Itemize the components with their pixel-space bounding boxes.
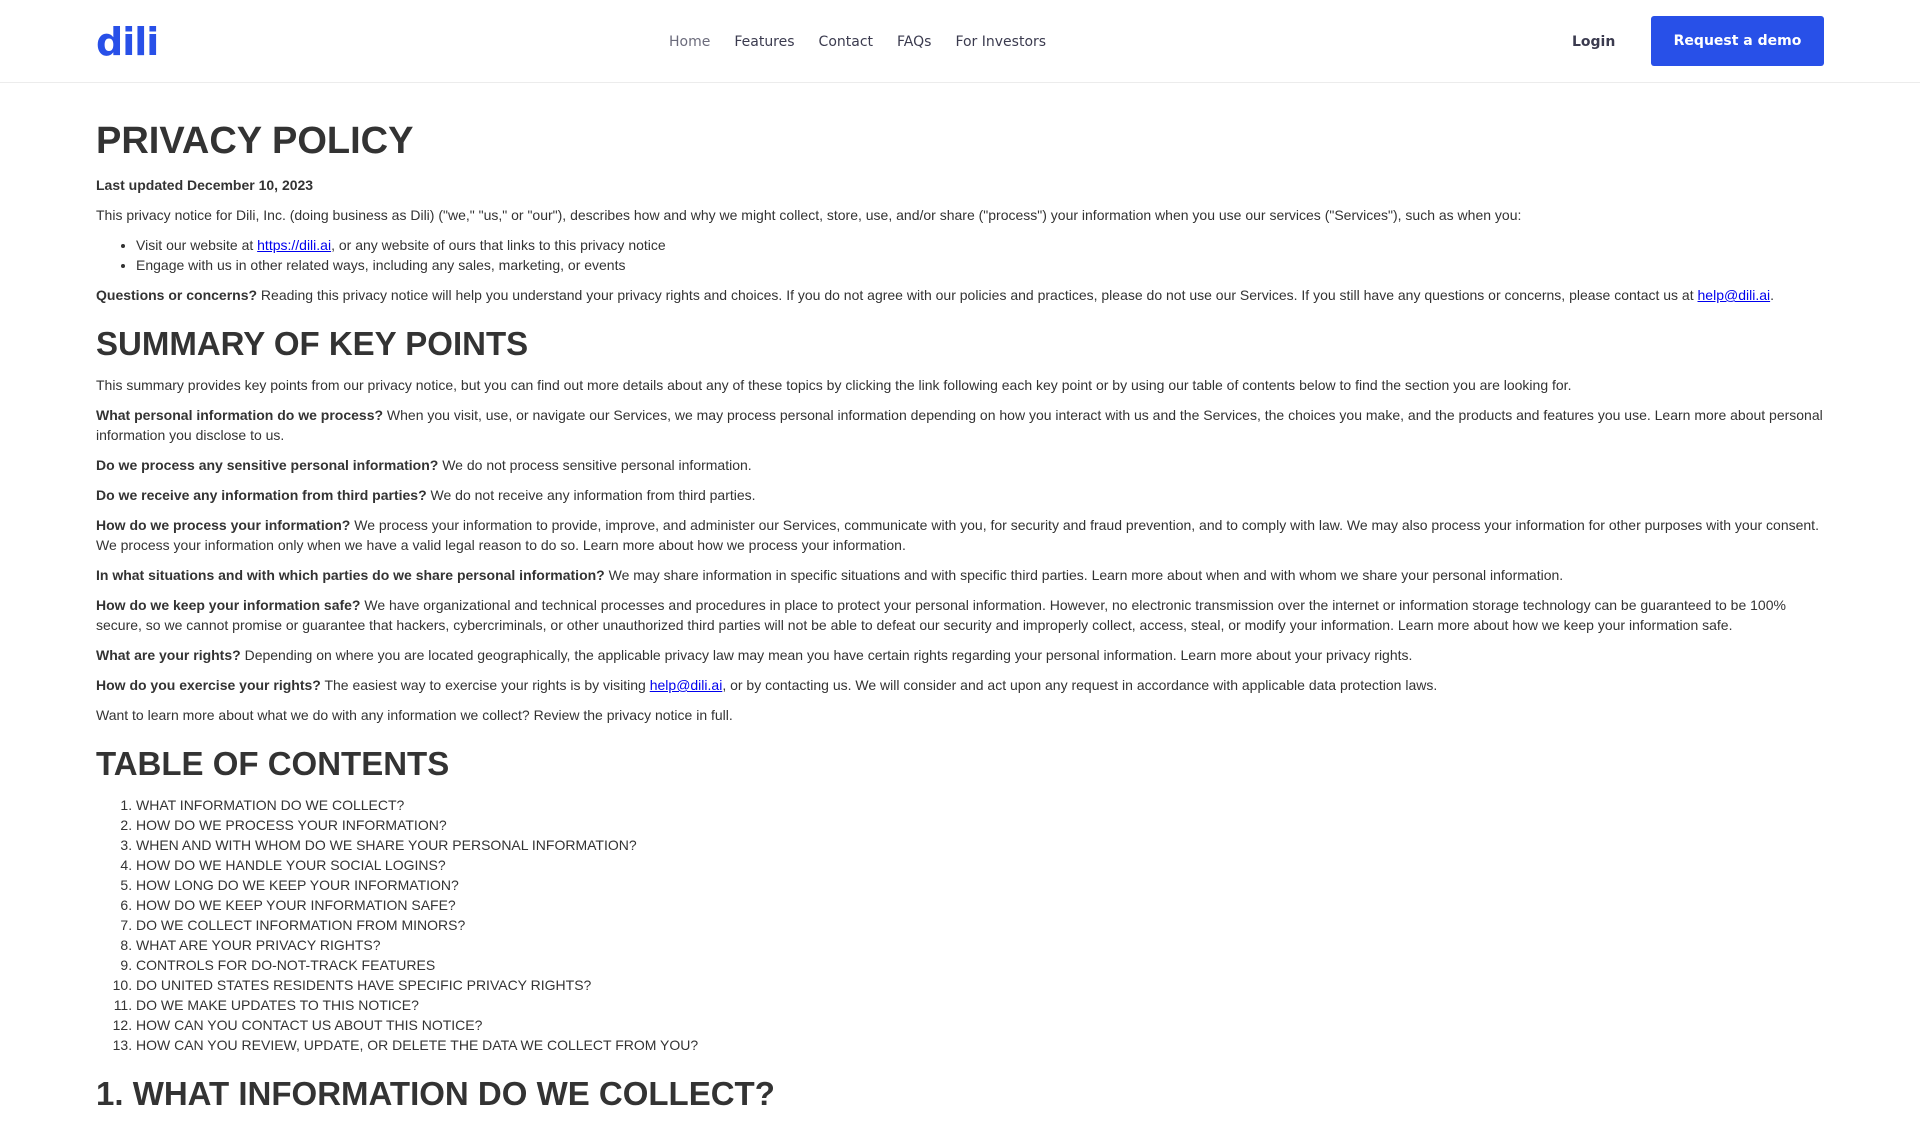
key-point: What personal information do we process? When you visit, use, or navigate our Services, we may process personal information depending on how you interact with us and the Services, the choices you make, and the products and features you use. Learn more about personal information you disclose to us.: [96, 407, 1823, 443]
key-point: Do we receive any information from third parties? We do not receive any information from third parties.: [96, 487, 756, 503]
toc-item[interactable]: 5. HOW LONG DO WE KEEP YOUR INFORMATION?: [136, 875, 1824, 895]
key-point: How do we keep your information safe? We have organizational and technical processes and procedures in place to protect your personal information. However, no electronic transmission over the internet or information storage technology can be guaranteed to be 100% secure, so we cannot promise or guarantee that hackers, cybercriminals, or other unauthorized third parties will not be able to defeat our security and improperly collect, access, steal, or modify your information. Learn more about how we keep your information safe.: [96, 597, 1786, 633]
questions-paragraph: Questions or concerns? Reading this privacy notice will help you understand your privacy rights and choices. If you do not agree with our policies and practices, please do not use our Services. If you still have any questions or concerns, please contact us at help@dili.ai.: [96, 287, 1774, 303]
request-demo-button[interactable]: Request a demo: [1651, 16, 1824, 66]
toc-item[interactable]: 2. HOW DO WE PROCESS YOUR INFORMATION?: [136, 815, 1824, 835]
toc-item[interactable]: 3. WHEN AND WITH WHOM DO WE SHARE YOUR PERSONAL INFORMATION?: [136, 835, 1824, 855]
list-item: • Visit our website at https://dili.ai, or any website of ours that links to this privacy notice: [136, 235, 1824, 255]
toc-item[interactable]: 13. HOW CAN YOU REVIEW, UPDATE, OR DELETE THE DATA WE COLLECT FROM YOU?: [136, 1035, 1824, 1055]
toc-item[interactable]: 12. HOW CAN YOU CONTACT US ABOUT THIS NOTICE?: [136, 1015, 1824, 1035]
login-link[interactable]: Login: [1572, 34, 1616, 50]
toc-item[interactable]: 4. HOW DO WE HANDLE YOUR SOCIAL LOGINS?: [136, 855, 1824, 875]
intro-paragraph: This privacy notice for Dili, Inc. (doing business as Dili) ("we," "us," or "our"), describes how and why we might collect, store, use, and/or share ("process") your information when you use our services ("Services"), such as when you:: [96, 207, 1522, 223]
toc-item[interactable]: 1. WHAT INFORMATION DO WE COLLECT?: [136, 795, 1824, 815]
nav-for-investors[interactable]: For Investors: [955, 34, 1047, 50]
nav-faqs[interactable]: FAQs: [897, 34, 932, 50]
help-email-link[interactable]: help@dili.ai: [649, 677, 723, 693]
key-point: In what situations and with which parties do we share personal information? We may share information in specific situations and with specific third parties. Learn more about when and with whom we share your personal information.: [96, 567, 1564, 583]
toc-item[interactable]: 7. DO WE COLLECT INFORMATION FROM MINORS?: [136, 915, 1824, 935]
toc-item[interactable]: 8. WHAT ARE YOUR PRIVACY RIGHTS?: [136, 935, 1824, 955]
toc-item[interactable]: 9. CONTROLS FOR DO-NOT-TRACK FEATURES: [136, 955, 1824, 975]
nav-features[interactable]: Features: [734, 34, 795, 50]
page-title: PRIVACY POLICY: [96, 120, 414, 162]
summary-outro: Want to learn more about what we do with any information we collect? Review the privacy notice in full.: [96, 707, 733, 723]
summary-heading: SUMMARY OF KEY POINTS: [96, 325, 529, 362]
key-point: How do we process your information? We process your information to provide, improve, and administer our Services, communicate with you, for security and fraud prevention, and to comply with law. We may also process your information for other purposes with your consent. We process your information only when we have a valid legal reason to do so. Learn more about how we process your information.: [96, 517, 1819, 553]
toc-list: [96, 795, 1824, 1055]
services-list: [96, 235, 1824, 275]
site-header: [0, 0, 1920, 83]
toc-item[interactable]: 11. DO WE MAKE UPDATES TO THIS NOTICE?: [136, 995, 1824, 1015]
policy-content: [96, 82, 1824, 1125]
toc-heading: TABLE OF CONTENTS: [96, 745, 450, 782]
last-updated: Last updated December 10, 2023: [96, 177, 314, 193]
toc-item[interactable]: 10. DO UNITED STATES RESIDENTS HAVE SPECIFIC PRIVACY RIGHTS?: [136, 975, 1824, 995]
website-link[interactable]: https://dili.ai: [257, 237, 332, 253]
nav-home[interactable]: Home: [669, 34, 711, 50]
list-item: • Engage with us in other related ways, including any sales, marketing, or events: [136, 255, 1824, 275]
key-point: What are your rights? Depending on where you are located geographically, the applicable privacy law may mean you have certain rights regarding your personal information. Learn more about your privacy rights.: [96, 647, 1413, 663]
key-point: Do we process any sensitive personal information? We do not process sensitive personal information.: [96, 457, 752, 473]
help-email-link[interactable]: help@dili.ai: [1697, 287, 1771, 303]
toc-item[interactable]: 6. HOW DO WE KEEP YOUR INFORMATION SAFE?: [136, 895, 1824, 915]
dili-logo[interactable]: dili: [96, 20, 159, 64]
summary-intro: This summary provides key points from our privacy notice, but you can find out more details about any of these topics by clicking the link following each key point or by using our table of contents below to find the section you are looking for.: [96, 377, 1572, 393]
nav-contact[interactable]: Contact: [818, 34, 874, 50]
key-point: How do you exercise your rights? The easiest way to exercise your rights is by visiting help@dili.ai, or by contacting us. We will consider and act upon any request in accordance with applicable data protection laws.: [96, 677, 1438, 693]
section-1-heading: 1. WHAT INFORMATION DO WE COLLECT?: [96, 1075, 775, 1112]
main-nav: [669, 30, 1070, 54]
